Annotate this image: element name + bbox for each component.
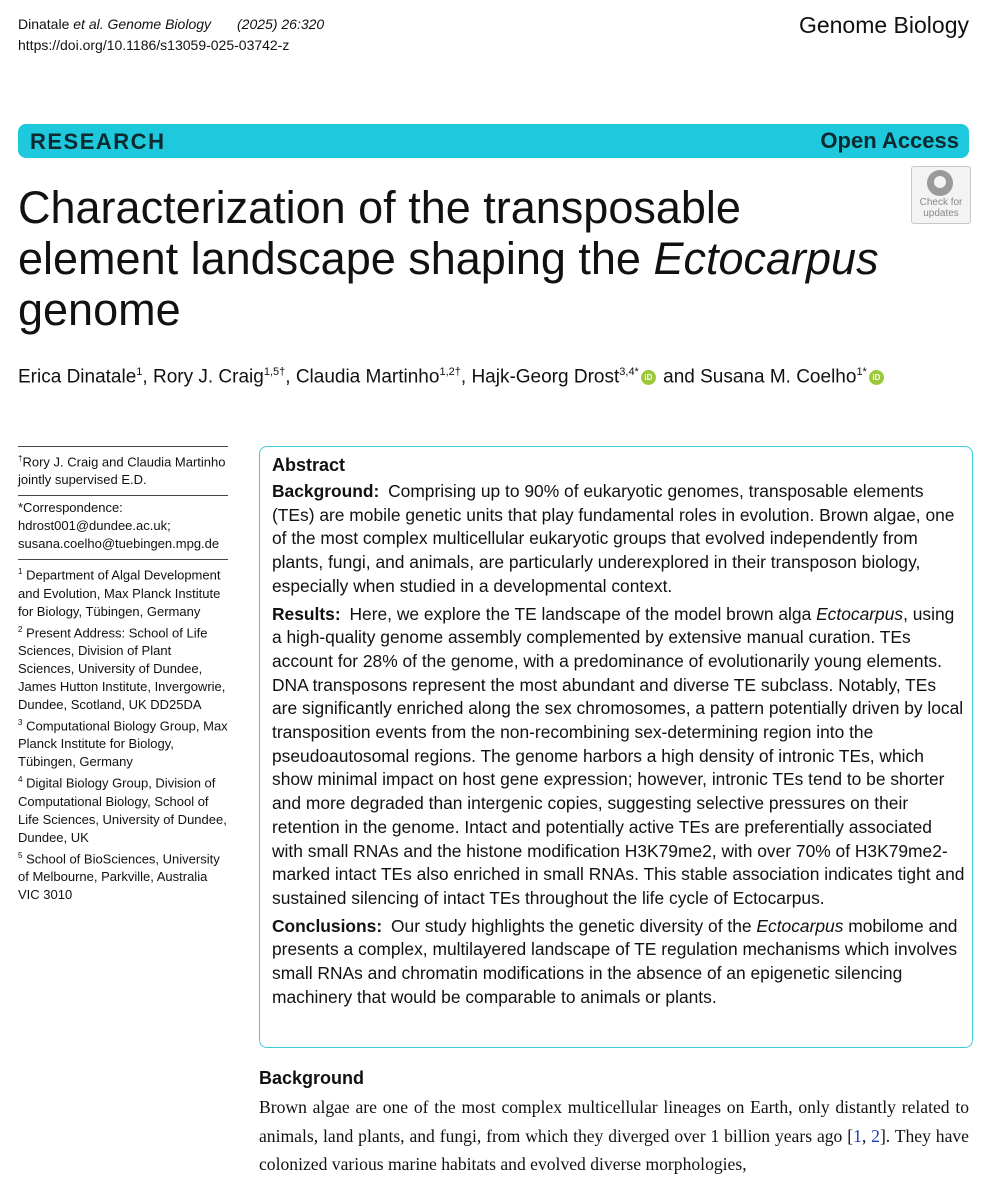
- abstract-background: Background: Comprising up to 90% of eukaryotic genomes, transposable elements (TEs) are mobile genetic units that play fundamental roles in evolution. Brown algae, one of the most complex multicellular eukaryotic groups that evolved independently from plants, fungi, and animals, are particularly underexplored in their transposon biology, especially when studied in a developmental context.: [272, 481, 955, 596]
- affiliations-list: [18, 559, 228, 904]
- check-for-updates-button[interactable]: [911, 166, 971, 224]
- article-type-banner: [18, 124, 969, 158]
- author-affiliation: 3,4*: [619, 366, 639, 378]
- reference-link[interactable]: 1: [853, 1125, 862, 1146]
- section-label: Background:: [272, 481, 380, 501]
- citation-author: Dinatale: [18, 16, 74, 32]
- abstract-heading: Abstract: [272, 455, 346, 475]
- title-line-2: element landscape shaping the: [18, 233, 654, 284]
- open-access-label: Open Access: [820, 128, 959, 153]
- author-affiliation: 1: [136, 366, 143, 378]
- affiliation-item: $^3$ Computational Biology Group, Max Planck Institute for Biology, Tübingen, Germany: [18, 717, 228, 770]
- doi-link[interactable]: https://doi.org/10.1186/s13059-025-03742-z: [18, 37, 290, 53]
- correspondence-email[interactable]: susana.coelho@tuebingen.mpg.de: [18, 536, 220, 552]
- author-name[interactable]: Claudia Martinho: [295, 366, 440, 388]
- updates-label: updates: [923, 208, 959, 219]
- section-label: Conclusions:: [272, 915, 383, 936]
- correspondence-label: *Correspondence:: [18, 500, 123, 516]
- orcid-icon[interactable]: iD: [641, 370, 656, 385]
- abstract-box: [259, 446, 973, 1048]
- author-list: Erica Dinatale$^1$, Rory J. Craig$^{1,5\dagger}$, Claudia Martinho$^{1,2\dagger}$, Hajk-Georg Drost$^{3,4*}$ iD and Susana M. Coelho$^{1*}$ iD: [18, 366, 886, 388]
- author-affiliation: 1*: [856, 366, 867, 378]
- orcid-icon[interactable]: iD: [869, 370, 884, 385]
- affiliation-item: $^4$ Digital Biology Group, Division of Computational Biology, School of Life Sciences, University of Dundee, Dundee, UK: [18, 775, 227, 845]
- correspondence-email[interactable]: hdrost001@dundee.ac.uk;: [18, 518, 171, 534]
- joint-supervision-note: †Rory J. Craig and Claudia Martinho jointly supervised E.D.: [18, 446, 228, 489]
- author-affiliation: 1,5†: [263, 366, 286, 378]
- article-type-label: RESEARCH: [30, 129, 166, 154]
- section-heading: Background: [259, 1068, 365, 1088]
- citation-journal: et al. Genome Biology: [73, 16, 212, 32]
- title-genus: Ectocarpus: [653, 233, 879, 284]
- crossmark-icon: [927, 170, 953, 196]
- journal-name: Genome Biology: [798, 12, 969, 38]
- affiliation-item: $^2$ Present Address: School of Life Sciences, Division of Plant Sciences, University of Dundee, James Hutton Institute, Invergowrie, Dundee, Scotland, UK DD25DA: [18, 624, 226, 712]
- correspondence-note: [18, 495, 228, 553]
- article-notes: [18, 446, 228, 910]
- author-name[interactable]: Hajk-Georg Drost: [471, 366, 620, 388]
- author-name[interactable]: Erica Dinatale: [18, 366, 137, 388]
- title-line-1: Characterization of the transposable: [18, 182, 741, 233]
- reference-link[interactable]: 2: [871, 1125, 880, 1146]
- article-title: [18, 182, 898, 335]
- author-affiliation: 1,2†: [439, 366, 461, 378]
- abstract-results: Results: Here, we explore the TE landscape of the model brown alga Ectocarpus, using a high-quality genome assembly complemented by extensive manual curation. TEs account for 28% of the genome, with a predominance of evolutionarily young elements. DNA transposons represent the most abundant and diverse TE subclass. Notably, TEs are significantly enriched along the sex chromosomes, a pattern potentially driven by local transposition events from the non-recombining sex-determining region into the pseudoautosomal regions. The genome harbors a high density of intronic TEs, which show minimal impact on host gene expression; however, intronic TEs tend to be shorter and more degraded than intergenic copies, suggesting selective pressures on their retention in the genome. Intact and potentially active TEs are preferentially associated with small RNAs and the histone modification H3K79me2, with over 70% of H3K79me2-marked intact TEs also enriched in small RNAs. This stable association indicates tight and sustained silencing of intact TEs throughout the life cycle of Ectocarpus.: [272, 603, 965, 908]
- body-paragraph: Brown algae are one of the most complex multicellular lineages on Earth, only distantly related to animals, land plants, and fungi, from which they diverged over 1 billion years ago [1, 2]. They have colonized various marine habitats and evolved diverse morphologies,: [259, 1097, 969, 1174]
- affiliation-item: $^1$ Department of Algal Development and Evolution, Max Planck Institute for Biology, Tübingen, Germany: [18, 567, 221, 619]
- author-name[interactable]: Susana M. Coelho: [700, 366, 857, 388]
- citation-year: (2025) 26:320: [237, 16, 325, 32]
- affiliation-item: $^5$ School of BioSciences, University of Melbourne, Parkville, Australia VIC 3010: [18, 850, 220, 902]
- abstract-conclusions: Conclusions: Our study highlights the genetic diversity of the Ectocarpus mobilome and presents a complex, multilayered landscape of TE regulation mechanisms which involves small RNAs and chromatin modifications in the absence of an epigenetic silencing machinery that would be comparable to animals or plants.: [272, 915, 958, 1007]
- author-name[interactable]: Rory J. Craig: [152, 366, 264, 388]
- check-for-label: Check for: [919, 197, 963, 208]
- running-header: [18, 14, 324, 56]
- section-label: Results:: [272, 603, 341, 624]
- title-line-3: genome: [18, 284, 181, 335]
